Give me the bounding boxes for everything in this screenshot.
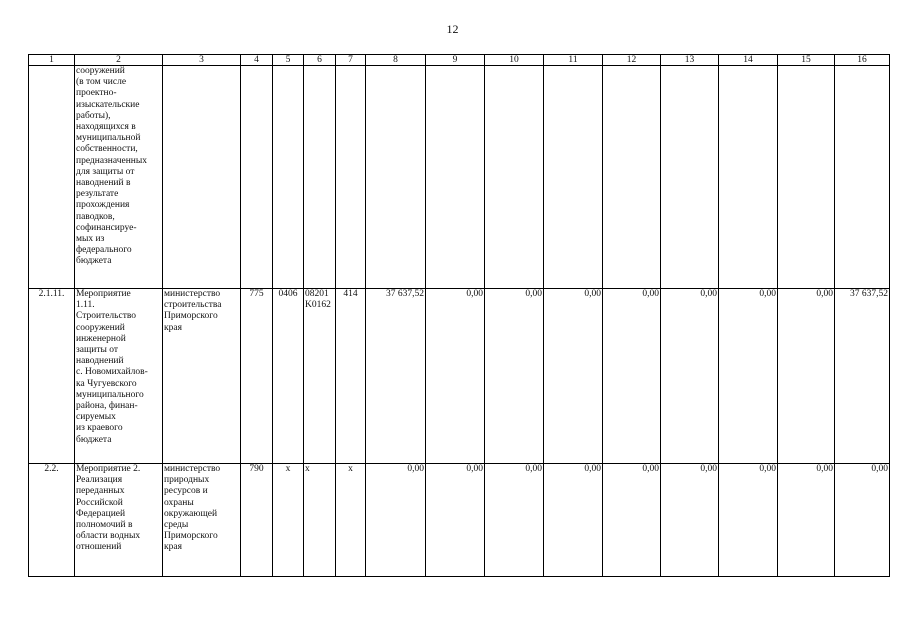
cell-line: находящихся в bbox=[76, 122, 136, 133]
column-number: 1 bbox=[29, 55, 75, 66]
cell-line: министерство bbox=[164, 289, 221, 299]
cell-line: из краевого bbox=[76, 423, 123, 434]
cell-line: сооружений bbox=[76, 66, 125, 76]
cell-line: муниципальной bbox=[76, 133, 141, 144]
page-number: 12 bbox=[446, 22, 459, 36]
table-row bbox=[29, 66, 890, 289]
amount-cell bbox=[485, 66, 544, 289]
cell-line: наводнений в bbox=[76, 178, 131, 189]
cell-line: результате bbox=[76, 189, 119, 200]
budget-table bbox=[28, 54, 890, 577]
amount-cell: 0,00 bbox=[778, 289, 835, 464]
responsible-executor-cell bbox=[163, 289, 241, 464]
cell-line: изыскательские bbox=[76, 99, 140, 110]
cell-line: (в том числе bbox=[76, 77, 127, 88]
cell-line: ресурсов и bbox=[164, 486, 208, 497]
section-code-cell: 0406 bbox=[273, 289, 304, 464]
amount-cell bbox=[778, 66, 835, 289]
cell-line: муниципального bbox=[76, 389, 144, 400]
activity-name-cell bbox=[75, 66, 163, 289]
grbs-code-cell: 775 bbox=[241, 289, 273, 464]
column-number: 8 bbox=[366, 55, 426, 66]
amount-cell bbox=[661, 66, 719, 289]
amount-cell: 0,00 bbox=[485, 464, 544, 577]
target-article-cell bbox=[304, 289, 336, 464]
cell-line: паводков, bbox=[76, 211, 115, 222]
section-code-cell: x bbox=[273, 464, 304, 577]
cell-line: отношений bbox=[76, 542, 122, 553]
amount-cell bbox=[719, 66, 778, 289]
row-number-cell: 2.2. bbox=[29, 464, 75, 577]
column-number: 15 bbox=[778, 55, 835, 66]
column-number: 12 bbox=[603, 55, 661, 66]
table-row bbox=[29, 289, 890, 464]
amount-cell: 0,00 bbox=[366, 464, 426, 577]
cell-line: ка Чугуевского bbox=[76, 378, 137, 389]
grbs-code-cell bbox=[241, 66, 273, 289]
cell-line: природных bbox=[164, 475, 210, 486]
amount-cell: 37 637,52 bbox=[835, 289, 890, 464]
cell-line: проектно- bbox=[76, 88, 117, 99]
cell-line: Строительство bbox=[76, 311, 137, 322]
grbs-code-cell: 790 bbox=[241, 464, 273, 577]
cell-line: района, финан- bbox=[76, 401, 138, 412]
amount-cell: 0,00 bbox=[661, 464, 719, 577]
cell-line: министерство bbox=[164, 464, 221, 474]
column-number: 7 bbox=[336, 55, 366, 66]
amount-cell bbox=[835, 66, 890, 289]
column-number: 14 bbox=[719, 55, 778, 66]
column-number: 11 bbox=[544, 55, 603, 66]
column-number: 3 bbox=[163, 55, 241, 66]
amount-cell: 0,00 bbox=[544, 464, 603, 577]
cell-line: сооружений bbox=[76, 322, 125, 333]
cell-line: среды bbox=[164, 520, 189, 531]
activity-name-cell bbox=[75, 289, 163, 464]
cell-line: области водных bbox=[76, 531, 141, 542]
amount-cell: 0,00 bbox=[426, 464, 485, 577]
amount-cell: 37 637,52 bbox=[366, 289, 426, 464]
responsible-executor-cell bbox=[163, 464, 241, 577]
cell-line: окружающей bbox=[164, 508, 218, 519]
cell-line: Российской bbox=[76, 497, 123, 508]
cell-line: охраны bbox=[164, 497, 194, 508]
cell-line: прохождения bbox=[76, 200, 130, 211]
amount-cell: 0,00 bbox=[485, 289, 544, 464]
amount-cell: 0,00 bbox=[426, 289, 485, 464]
column-number-row bbox=[29, 55, 890, 66]
column-number: 16 bbox=[835, 55, 890, 66]
cell-line: края bbox=[164, 542, 182, 553]
cell-line: переданных bbox=[76, 486, 125, 497]
cell-line: бюджета bbox=[76, 256, 112, 267]
expense-type-cell bbox=[336, 66, 366, 289]
expense-type-cell: x bbox=[336, 464, 366, 577]
amount-cell: 0,00 bbox=[719, 289, 778, 464]
target-article-cell bbox=[304, 66, 336, 289]
cell-line: Приморского bbox=[164, 311, 218, 322]
amount-cell: 0,00 bbox=[603, 289, 661, 464]
cell-line: полномочий в bbox=[76, 520, 133, 531]
column-number: 9 bbox=[426, 55, 485, 66]
table-row bbox=[29, 464, 890, 577]
amount-cell bbox=[544, 66, 603, 289]
cell-line: сируемых bbox=[76, 412, 116, 423]
cell-line: защиты от bbox=[76, 345, 119, 356]
amount-cell bbox=[603, 66, 661, 289]
amount-cell: 0,00 bbox=[778, 464, 835, 577]
column-number: 5 bbox=[273, 55, 304, 66]
cell-line: работы), bbox=[76, 110, 111, 121]
amount-cell: 0,00 bbox=[544, 289, 603, 464]
target-article-cell bbox=[304, 464, 336, 577]
column-number: 2 bbox=[75, 55, 163, 66]
cell-line: x bbox=[305, 464, 310, 474]
cell-line: с. Новомихайлов- bbox=[76, 367, 148, 378]
expense-type-cell: 414 bbox=[336, 289, 366, 464]
activity-name-cell bbox=[75, 464, 163, 577]
amount-cell: 0,00 bbox=[661, 289, 719, 464]
cell-line: Мероприятие 2. bbox=[76, 464, 141, 474]
column-number: 6 bbox=[304, 55, 336, 66]
cell-line: предназначенных bbox=[76, 155, 148, 166]
cell-line: Реализация bbox=[76, 475, 123, 486]
cell-line: собственности, bbox=[76, 144, 138, 155]
row-number-cell: 2.1.11. bbox=[29, 289, 75, 464]
cell-line: K0162 bbox=[305, 300, 331, 311]
cell-line: 1.11. bbox=[76, 300, 95, 311]
cell-line: федерального bbox=[76, 245, 132, 256]
row-number-cell bbox=[29, 66, 75, 289]
cell-line: мых из bbox=[76, 234, 105, 245]
section-code-cell bbox=[273, 66, 304, 289]
responsible-executor-cell bbox=[163, 66, 241, 289]
cell-line: Мероприятие bbox=[76, 289, 131, 299]
column-number: 13 bbox=[661, 55, 719, 66]
cell-line: края bbox=[164, 322, 182, 333]
amount-cell: 0,00 bbox=[719, 464, 778, 577]
cell-line: софинансируе- bbox=[76, 222, 137, 233]
cell-line: Приморского bbox=[164, 531, 218, 542]
column-number: 10 bbox=[485, 55, 544, 66]
amount-cell bbox=[426, 66, 485, 289]
cell-line: наводнений bbox=[76, 356, 124, 367]
amount-cell: 0,00 bbox=[835, 464, 890, 577]
column-number: 4 bbox=[241, 55, 273, 66]
cell-line: 08201 bbox=[305, 289, 329, 299]
amount-cell: 0,00 bbox=[603, 464, 661, 577]
cell-line: строительства bbox=[164, 300, 222, 311]
cell-line: для защиты от bbox=[76, 166, 135, 177]
cell-line: Федерацией bbox=[76, 508, 126, 519]
cell-line: бюджета bbox=[76, 434, 112, 445]
cell-line: инженерной bbox=[76, 333, 126, 344]
amount-cell bbox=[366, 66, 426, 289]
